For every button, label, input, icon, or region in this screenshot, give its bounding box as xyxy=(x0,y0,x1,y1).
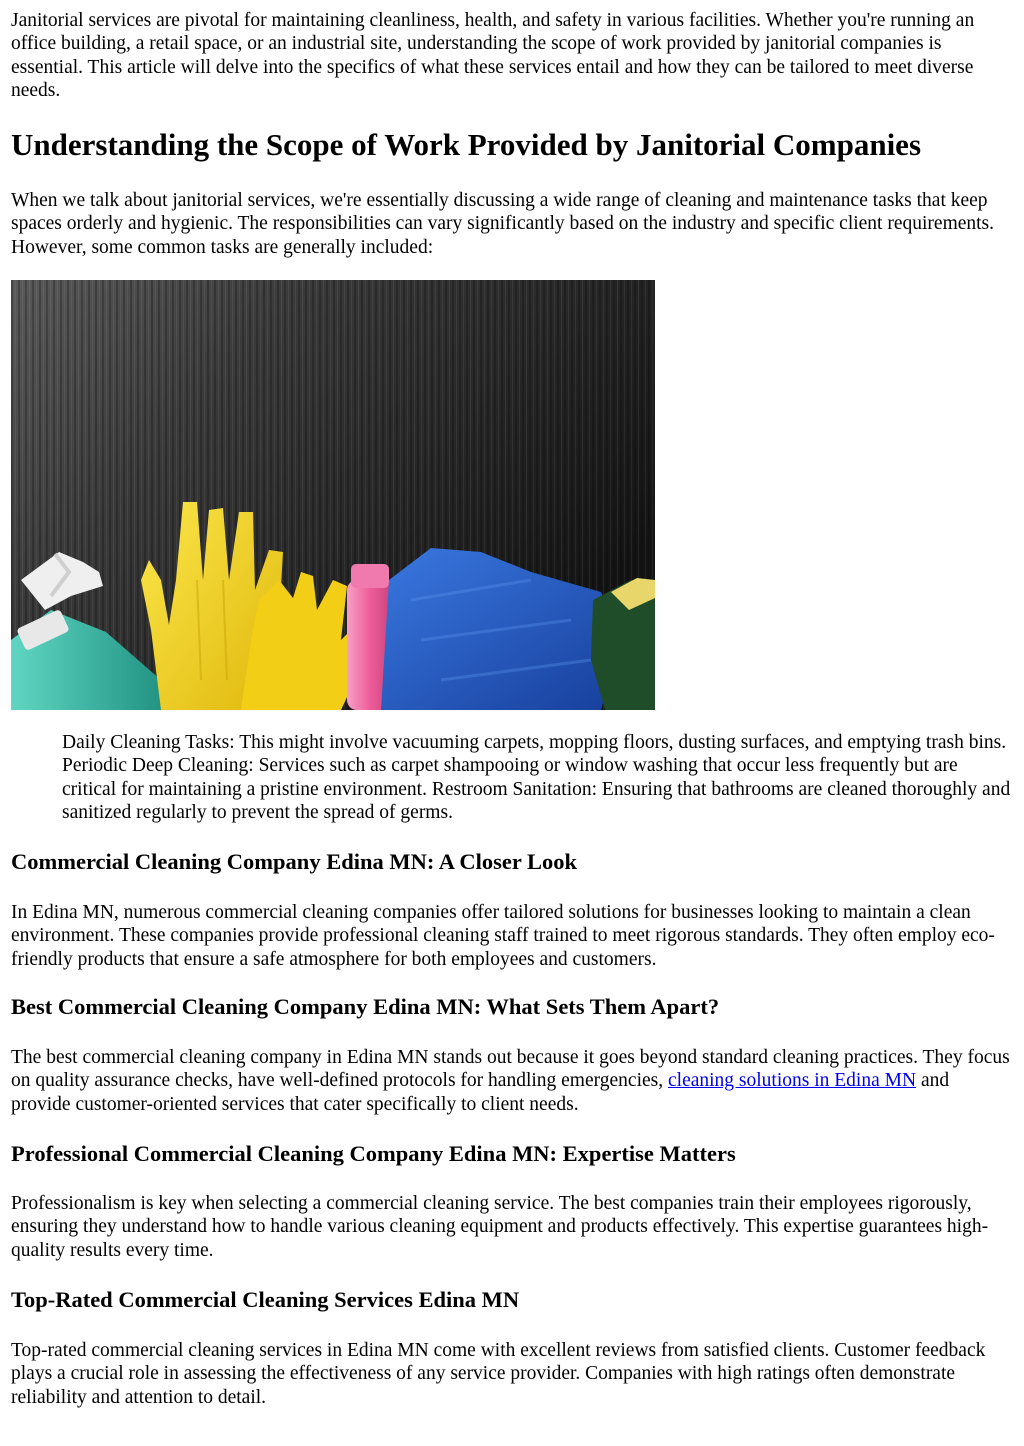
page-title: Understanding the Scope of Work Provided by Janitorial Companies xyxy=(11,127,922,162)
section-heading-top-rated: Top-Rated Commercial Cleaning Services Edina MN xyxy=(11,1287,520,1312)
closer-look-paragraph: In Edina MN, numerous commercial cleaning companies offer tailored solutions for businesses looking to maintain a clean environment. These companies provide professional cleaning staff trained to meet rigorous standards. They often employ eco-friendly products that ensure a safe atmosphere for both employees and customers. xyxy=(11,902,995,970)
section-heading-expertise: Professional Commercial Cleaning Company Edina MN: Expertise Matters xyxy=(11,1141,736,1166)
section-heading-what-sets-apart: Best Commercial Cleaning Company Edina MN: What Sets Them Apart? xyxy=(11,994,720,1019)
scope-paragraph: When we talk about janitorial services, we're essentially discussing a wide range of cleaning and maintenance tasks that keep spaces orderly and hygienic. The responsibilities can vary significantly based on the industry and specific client requirements. However, some common tasks are generally included: xyxy=(11,190,995,258)
tasks-list-paragraph: Daily Cleaning Tasks: This might involve vacuuming carpets, mopping floors, dusting surfaces, and emptying trash bins. Periodic Deep Cleaning: Services such as carpet shampooing or window washing that occur less frequently but are critical for maintaining a pristine environment. Restroom Sanitation: Ensuring that bathrooms are cleaned thoroughly and sanitized regularly to prevent the spread of germs. xyxy=(62,732,1011,824)
what-sets-apart-paragraph xyxy=(11,1046,1013,1116)
section-heading-closer-look: Commercial Cleaning Company Edina MN: A Closer Look xyxy=(11,849,578,874)
expertise-paragraph: Professionalism is key when selecting a commercial cleaning service. The best companies train their employees rigorously, ensuring they understand how to handle various cleaning equipment and products effectively. This expertise guarantees high-quality results every time. xyxy=(11,1193,989,1261)
cleaning-supplies-photo xyxy=(11,280,655,710)
apart-text-before: The best commercial cleaning company in Edina MN stands out because it goes beyond standard cleaning practices. They focus on quality assurance checks, have well-defined protocols for handling emergencies, xyxy=(11,1047,1010,1092)
cleaning-solutions-link[interactable]: cleaning solutions in Edina MN xyxy=(668,1070,917,1092)
hero-image xyxy=(11,280,655,710)
sponge xyxy=(591,578,655,710)
intro-paragraph: Janitorial services are pivotal for maintaining cleanliness, health, and safety in various facilities. Whether you're running an office building, a retail space, or an industrial site, understanding the scope of work provided by janitorial companies is essential. This article will delve into the specifics of what these services entail and how they can be tailored to meet diverse needs. xyxy=(11,10,975,102)
top-rated-paragraph: Top-rated commercial cleaning services in Edina MN come with excellent reviews from satisfied clients. Customer feedback plays a crucial role in assessing the effectiveness of any service provider. Companies with high ratings often demonstrate reliability and attention to detail. xyxy=(11,1340,986,1408)
apart-text-after: and provide customer-oriented services that cater specifically to client needs. xyxy=(11,1070,950,1115)
